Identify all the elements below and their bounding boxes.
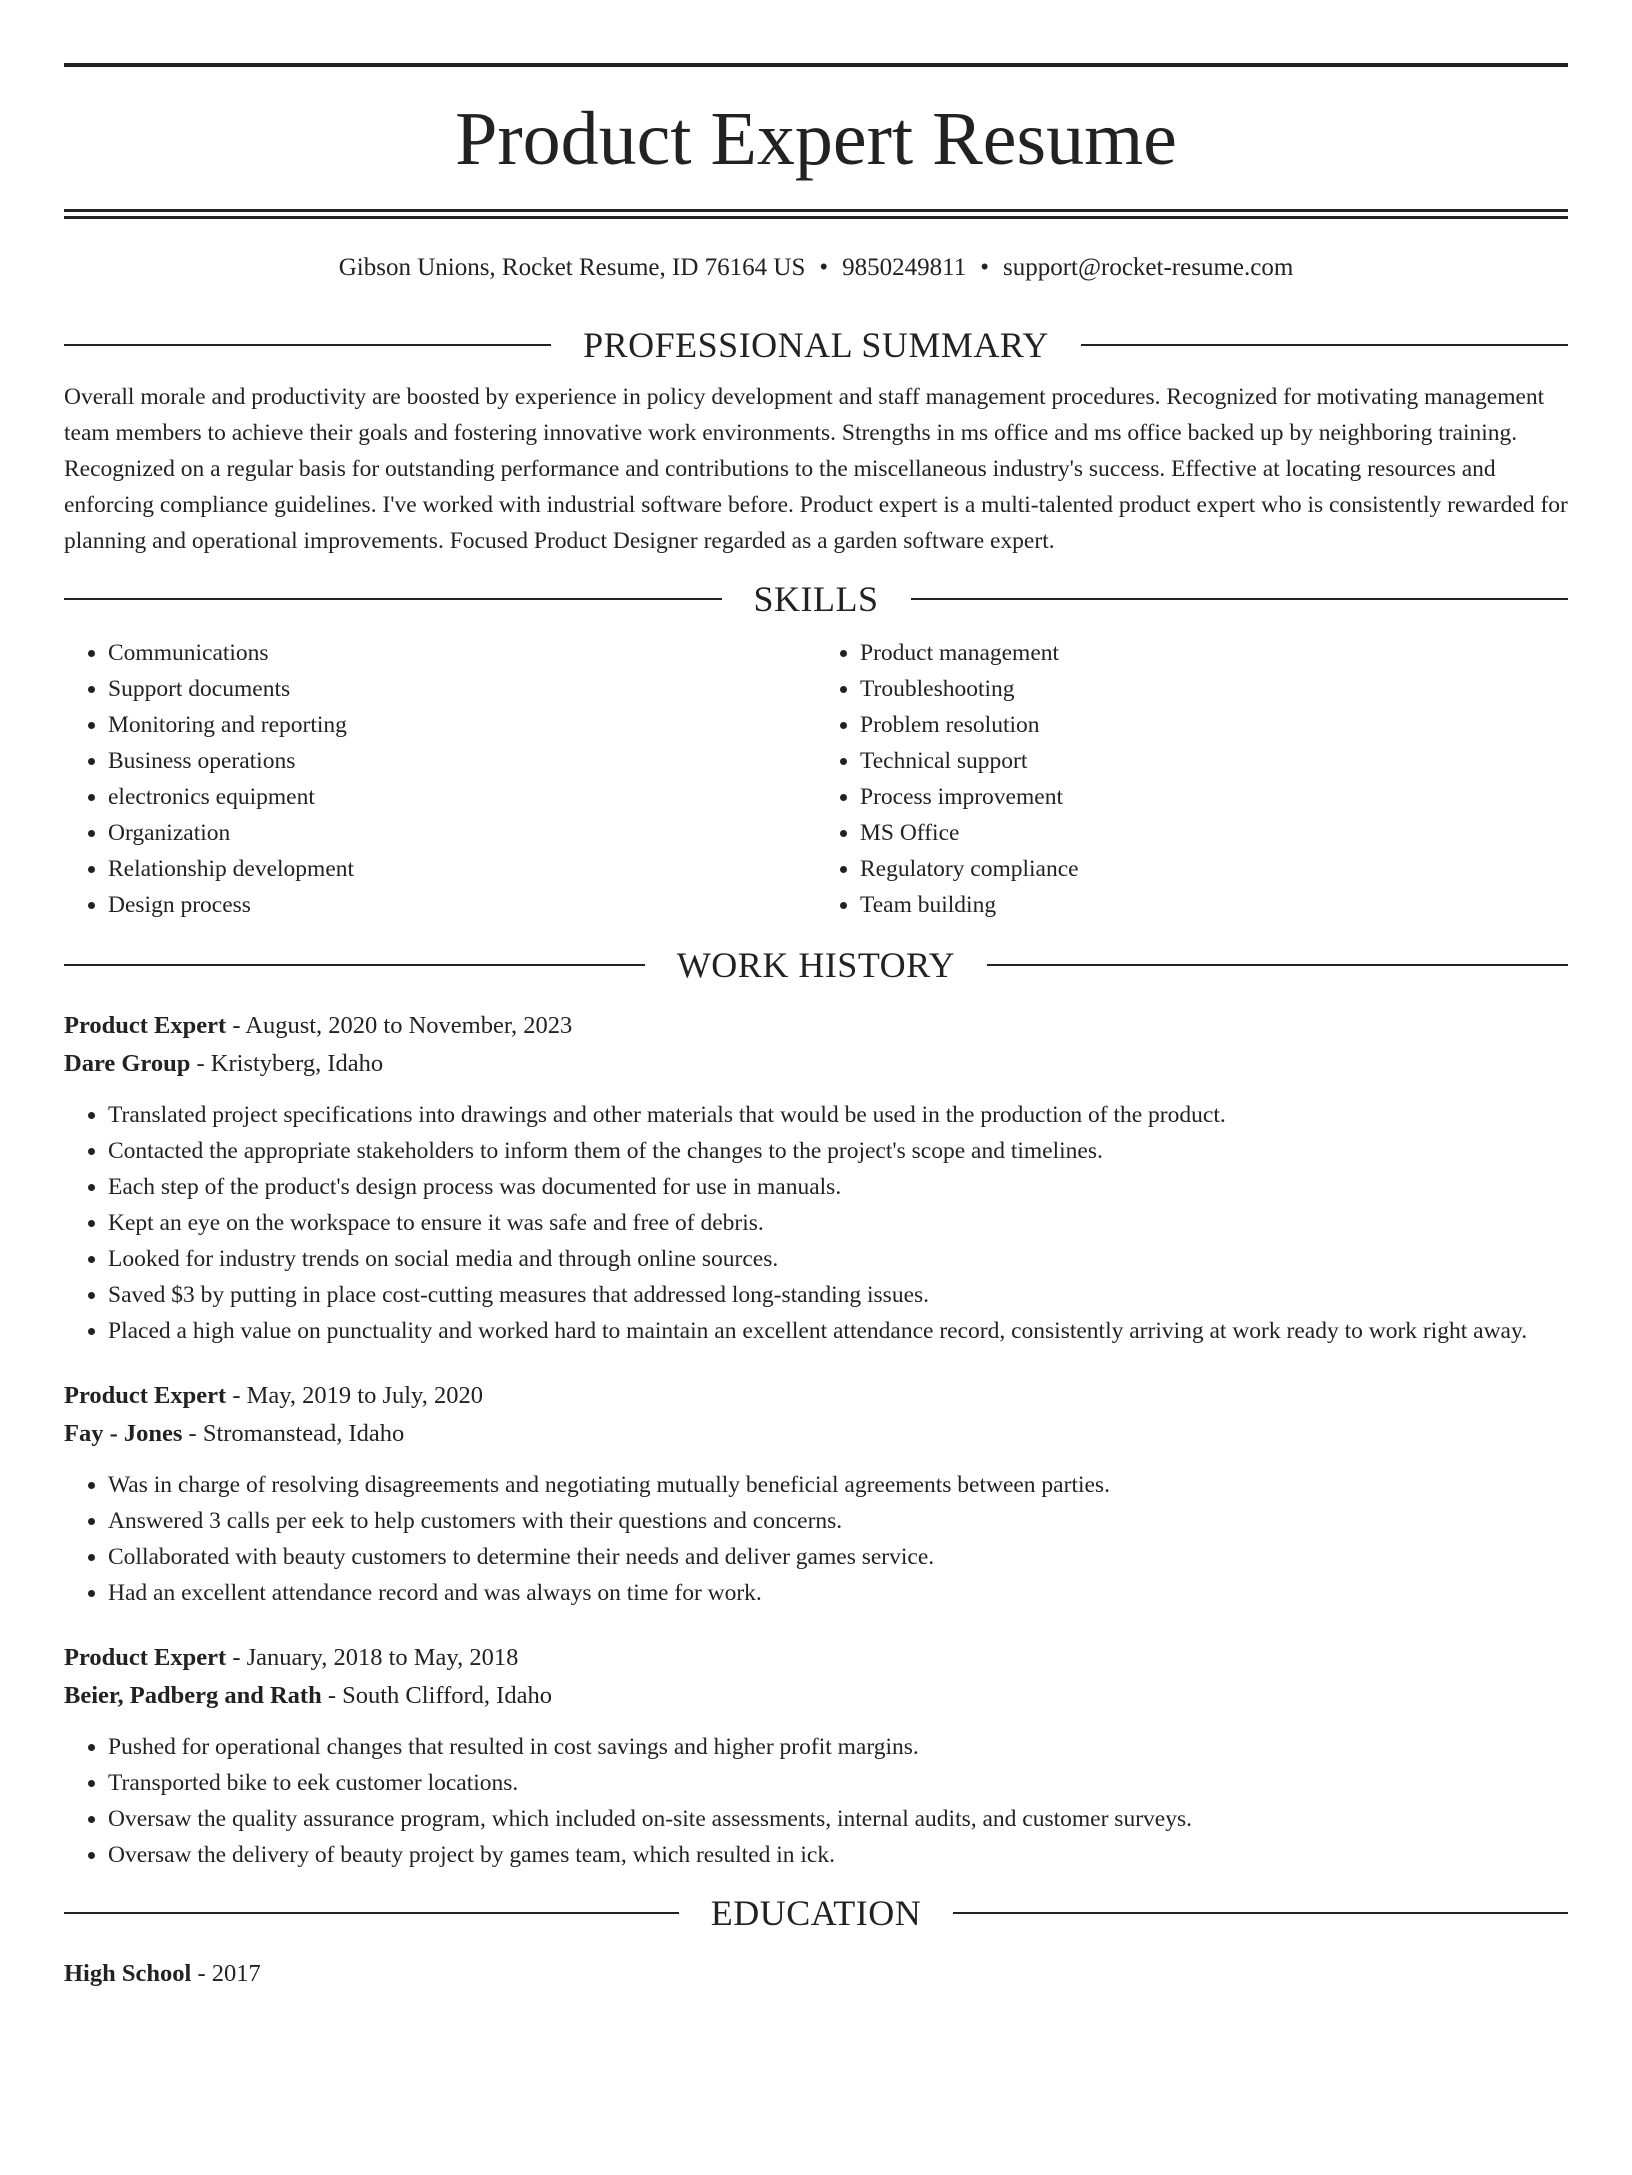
job-company: Fay - Jones	[64, 1420, 183, 1447]
skill-item: • Business operations	[108, 743, 816, 779]
top-rule	[64, 63, 1568, 67]
work-history-list	[64, 1007, 1568, 1873]
education-entry	[64, 1955, 1568, 1993]
job-bullet: • Had an excellent attendance record and was always on time for work.	[108, 1575, 1568, 1611]
education-year: - 2017	[191, 1960, 261, 1987]
skill-item: • Technical support	[860, 743, 1568, 779]
skill-item: • Communications	[108, 635, 816, 671]
job-location: - South Clifford, Idaho	[321, 1682, 552, 1709]
job-title-line	[64, 1007, 1568, 1045]
job-title: Product Expert	[64, 1644, 227, 1671]
job-bullet: • Was in charge of resolving disagreements and negotiating mutually beneficial agreements between parties.	[108, 1467, 1568, 1503]
section-title-summary: PROFESSIONAL SUMMARY	[583, 325, 1049, 365]
job-location: - Kristyberg, Idaho	[190, 1050, 384, 1077]
job-company-line	[64, 1415, 1568, 1453]
skills-list	[64, 635, 1568, 923]
job-bullet: • Answered 3 calls per eek to help customers with their questions and concerns.	[108, 1503, 1568, 1539]
skill-item: • Support documents	[108, 671, 816, 707]
job-company-line	[64, 1045, 1568, 1083]
contact-line	[64, 253, 1568, 283]
job-bullet: • Oversaw the quality assurance program, which included on-site assessments, internal audits, and customer surveys.	[108, 1801, 1568, 1837]
job-company-line	[64, 1677, 1568, 1715]
skill-item: • Problem resolution	[860, 707, 1568, 743]
contact-separator: •	[819, 254, 829, 281]
skill-item: • Organization	[108, 815, 816, 851]
job-dates: - May, 2019 to July, 2020	[226, 1382, 483, 1409]
section-rule	[64, 598, 722, 600]
job-bullet: • Kept an eye on the workspace to ensure it was safe and free of debris.	[108, 1205, 1568, 1241]
contact-phone: 9850249811	[842, 254, 967, 281]
skill-item: • Process improvement	[860, 779, 1568, 815]
job-entry	[64, 1639, 1568, 1873]
contact-address: Gibson Unions, Rocket Resume, ID 76164 US	[338, 254, 806, 281]
job-company: Beier, Padberg and Rath	[64, 1682, 322, 1709]
job-title-line	[64, 1377, 1568, 1415]
job-entry	[64, 1007, 1568, 1349]
job-bullet: • Looked for industry trends on social media and through online sources.	[108, 1241, 1568, 1277]
section-title-work: WORK HISTORY	[676, 945, 956, 985]
section-title-skills: SKILLS	[753, 579, 879, 619]
skill-item: • Monitoring and reporting	[108, 707, 816, 743]
job-dates: - January, 2018 to May, 2018	[226, 1644, 519, 1671]
section-rule	[953, 1912, 1568, 1914]
section-rule	[987, 964, 1568, 966]
job-entry	[64, 1377, 1568, 1611]
job-bullet: • Each step of the product's design process was documented for use in manuals.	[108, 1169, 1568, 1205]
skill-item: • Design process	[108, 887, 816, 923]
job-bullet: • Translated project specifications into drawings and other materials that would be used in the production of the product.	[108, 1097, 1568, 1133]
education-degree: High School	[64, 1960, 192, 1987]
skill-item: • Regulatory compliance	[860, 851, 1568, 887]
skills-column-left	[64, 635, 816, 923]
skills-column-right	[816, 635, 1568, 923]
skill-item: • MS Office	[860, 815, 1568, 851]
section-header-education	[64, 1893, 1568, 1933]
section-title-education: EDUCATION	[710, 1893, 922, 1933]
title-double-rule	[64, 209, 1568, 219]
section-rule	[64, 1912, 679, 1914]
job-bullet: • Contacted the appropriate stakeholders to inform them of the changes to the project's scope and timelines.	[108, 1133, 1568, 1169]
job-location: - Stromanstead, Idaho	[182, 1420, 405, 1447]
job-bullet: • Collaborated with beauty customers to determine their needs and deliver games service.	[108, 1539, 1568, 1575]
skill-item: • electronics equipment	[108, 779, 816, 815]
skill-item: • Relationship development	[108, 851, 816, 887]
summary-text: Overall morale and productivity are boosted by experience in policy development and staff management procedures. Recognized for motivating management team members to achieve their goals and fostering innovative work environments. Strengths in ms office and ms office backed up by neighboring training. Recognized on a regular basis for outstanding performance and contributions to the miscellaneous industry's success. Effective at locating resources and enforcing compliance guidelines. I've worked with industrial software before. Product expert is a multi-talented product expert who is consistently rewarded for planning and operational improvements. Focused Product Designer regarded as a garden software expert.	[64, 384, 1568, 554]
job-bullet: • Oversaw the delivery of beauty project by games team, which resulted in ick.	[108, 1837, 1568, 1873]
job-bullet: • Transported bike to eek customer locations.	[108, 1765, 1568, 1801]
contact-separator: •	[980, 254, 989, 281]
section-rule	[64, 964, 645, 966]
job-bullets	[64, 1097, 1568, 1349]
skill-item: • Product management	[860, 635, 1568, 671]
skill-item: • Troubleshooting	[860, 671, 1568, 707]
resume-page	[0, 63, 1632, 2175]
section-header-skills	[64, 579, 1568, 619]
section-rule	[64, 344, 551, 346]
job-company: Dare Group	[64, 1050, 191, 1077]
section-header-summary	[64, 325, 1568, 365]
job-title: Product Expert	[64, 1012, 227, 1039]
job-title: Product Expert	[64, 1382, 227, 1409]
section-header-work	[64, 945, 1568, 985]
page-title: Product Expert Resume	[455, 97, 1177, 181]
contact-email: support@rocket-resume.com	[1002, 254, 1294, 281]
section-rule	[911, 598, 1569, 600]
job-bullet: • Placed a high value on punctuality and worked hard to maintain an excellent attendance record, consistently arriving at work ready to work right away.	[108, 1313, 1568, 1349]
skill-item: • Team building	[860, 887, 1568, 923]
job-bullet: • Saved $3 by putting in place cost-cutting measures that addressed long-standing issues.	[108, 1277, 1568, 1313]
job-bullets	[64, 1729, 1568, 1873]
job-bullets	[64, 1467, 1568, 1611]
section-rule	[1081, 344, 1568, 346]
job-dates: - August, 2020 to November, 2023	[226, 1012, 573, 1039]
job-title-line	[64, 1639, 1568, 1677]
job-bullet: • Pushed for operational changes that resulted in cost savings and higher profit margins.	[108, 1729, 1568, 1765]
